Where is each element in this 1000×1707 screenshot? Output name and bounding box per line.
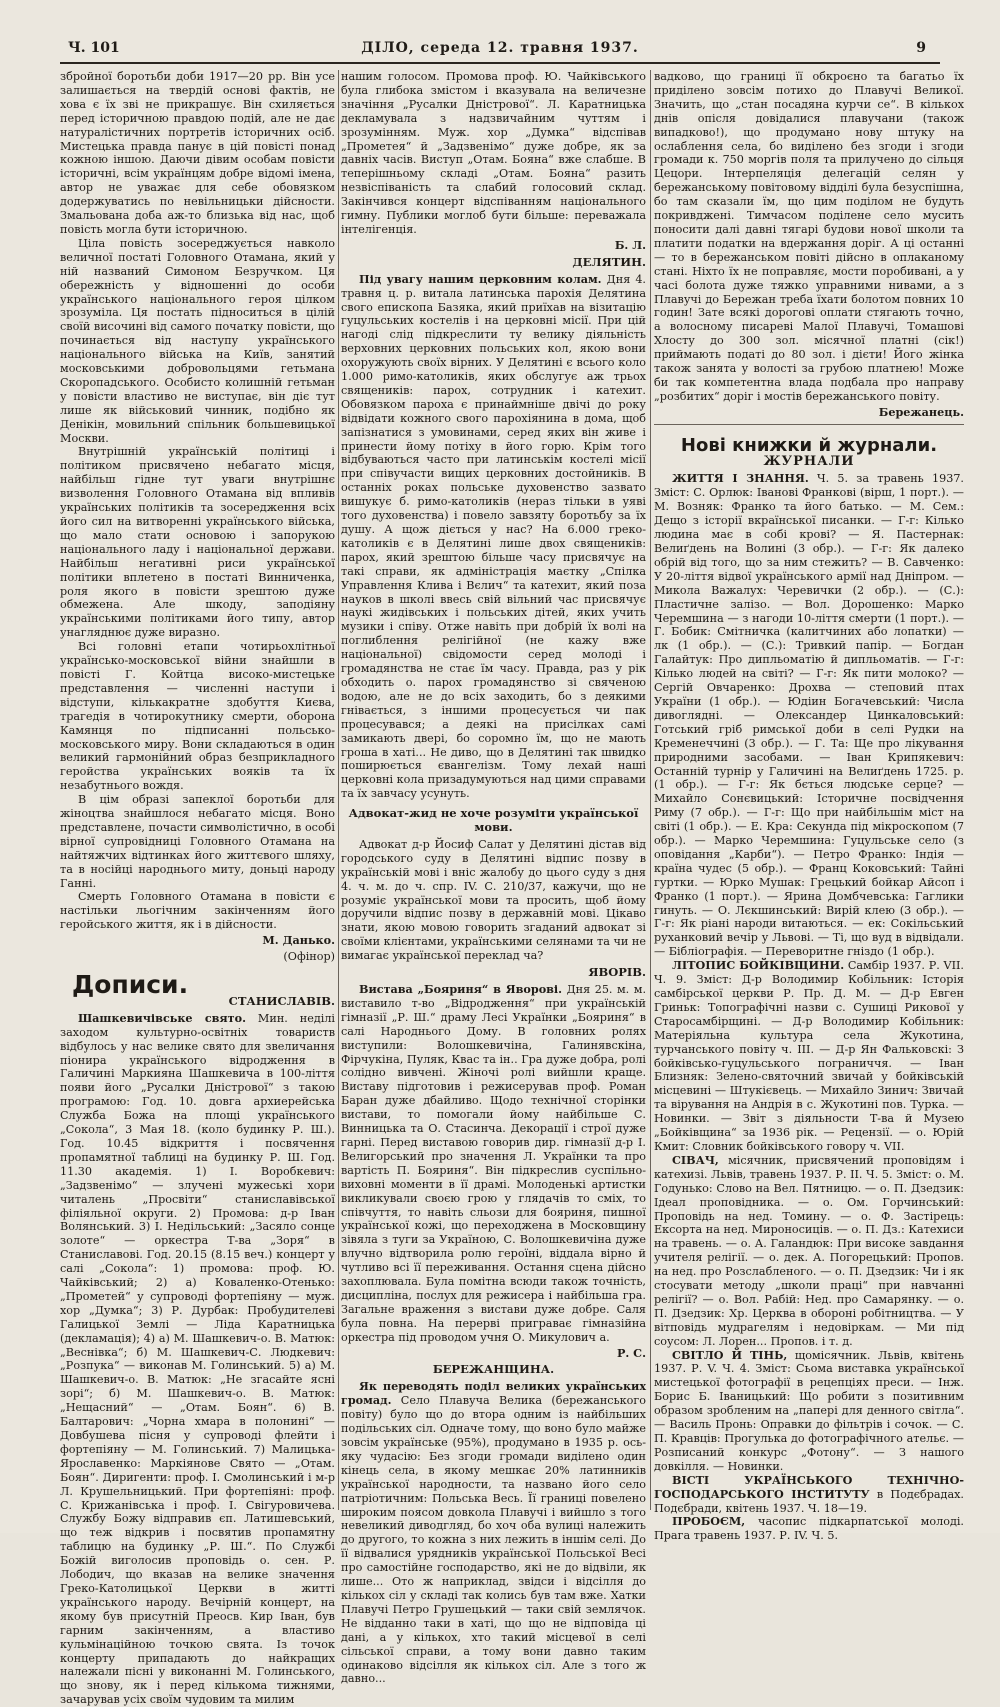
journal-title: ПРОБОЄМ, (672, 1514, 746, 1529)
source-note: (Офінор) (283, 950, 335, 964)
location-heading: БЕРЕЖАНЩИНА. (432, 1362, 555, 1377)
review-paragraph: збройної боротьби доби 1917—20 рр. Він усе залишається на твердій основі фактів, не хова є їх зві не прикрашує. Він схиляється перед історичною правдою подій, але не дає натуралістичних портретів історичних осіб. Мистецька правда панує в цій повісті понад кожною іншою. Даючи дівим особам повісти історичні, всім українцям добре відомі імена, автор не уважає для себе обовязком додержуватись по невільницьки дійсности. Змальована доба аж-то близька від нас, щоб повість могла бути історичною. (60, 70, 335, 236)
review-paragraph: Смерть Головного Отамана в повісти є настільки льогічним закінченням його геройського життя, як і в дійсности. (60, 890, 335, 932)
article-text: Мин. неділі заходом культурно-освітніх товариств відбулось у нас велике свято для звеличання піонира українського відродження в Галичині Маркияна Шашкевича в 100-ліття появи його „Русалки Дністрової“ з такою програмою: Год. 10. довга архиерейська Служба Божа на площі українського „Сокола“, 3 Мая 18. (коло будинку Р. Ш.). Год. 10.45 відкриття і посвячення пропамятної таблиці на будинку Р. Ш. Год. 11.30 академія. 1) І. Воробкевич: „Задзвенімо“ — злучені мужеські хори читалень „Просвіти“ станиславівської філіяльної округи. 2) Промова: д-р Іван Волянський. 3) І. Недільський: „Засяло сонце золоте“ — оркестра Т-ва „Зоря“ в Станиславові. Год. 20.15 (8.15 веч.) концерт у салі „Сокола“: 1) промова: проф. Ю. Чайківський; 2) а) Коваленко-Отенько: „Прометей“ у супроводі фортепіяну — муж. хор „Думка“; 3) Р. Дурбак: Пробудителеві Галицької Землі — Ліда Каратницька (декламація); 4) а) М. Шашкевич-о. В. Матюк: „Веснівка“; б) М. Шашкевич-С. Людкевич: „Розпука“ — виконав М. Голинський. 5) а) М. Шашкевич-о. В. Матюк: „Не згасайте ясні зорі“; б) М. Шашкевич-о. В. Матюк: „Нещасний“ — „Отам. Боян“. 6) В. Балтарович: „Чорна хмара в полонині“ — Довбушева пісня у супроводі флейти і фортепіяну — М. Голинський. 7) Малицька-Ярославенко: Маркіянове Свято — „Отам. Боян“. Диригенти: проф. І. Смолинський і м-р Л. Крушельницький. При фортепіяні: проф. С. Крижанівська і проф. І. Свігуровичева. Службу Божу відправив єп. Латишевський, що теж відкрив і посвятив пропамятну таблицю на будинку „Р. Ш.“. По Службі Божій виголосив проповідь о. сен. Р. Лободич, що вказав на велике значення Греко-Католицької Церкви в житті українського народу. Вечірній концерт, на якому був присутній Преосв. Кир Іван, був гарним закінченням, а властиво кульмінаційною точкою свята. Із точок концерту припадають до найкращих належали пісні у виконанні М. Голинського, що знову, як і перед кількома тижнями, зачарував усіх своїм чудовим та милим (60, 1011, 336, 1707)
subsection-journals: ЖУРНАЛИ (763, 453, 855, 469)
author-signature: Бережанець. (878, 404, 964, 419)
journal-title: ЛІТОПИС БОЙКІВЩИНИ. (672, 958, 845, 973)
review-paragraph: Всі головні етапи чотирьохлітньої українсько-московської війни знайшли в повісті Г. Койтца високо-мистецьке представлення — численні наступи і відступи, кількакратне здобуття Києва, трагедія в чотирокутнику смерти, оборона Камянця по підписанні польсько-московського миру. Вони складаються в один великий гармонійний образ безприкладного геройства українських вояків та їх незабутнього вождя. (60, 640, 335, 793)
article-lead: Як переводять поділ великих українських громад. (341, 1379, 646, 1408)
separator-line (654, 424, 964, 425)
issue-number: Ч. 101 (68, 40, 120, 56)
article-lead: Вистава „Бояриня“ в Яворові. (359, 982, 563, 996)
page-number: 9 (916, 40, 926, 56)
journal-contents: Ч. 5. за травень 1937. Зміст: С. Орлюк: Іванові Франкові (вірш, 1 порт.). — М. Возняк: Франко та його батько. — М. Сем.: Дещо з історії вкраїнської писанки. — Г-г: Кілько людина має в собі крові? — Я. Пастернак: Велиґдень на Волині (3 обр.). — Г-г: Як далеко обрій від того, що за ним стежить? — В. Савченко: У 20-ліття відвої українського армії над Дніпром. — Микола Важалух: Черевички (2 обр.). — (С.): Пластичне залізо. — Вол. Дорошенко: Марко Черемшина — з нагоди 10-ліття смерти (1 порт.). — Г. Бобик: Смітничка (калитчиних або лопатки) — лк (1 обр.). — (С.): Тривкий папір. — Богдан Галайтук: Про дипльоматію й дипльоматів. — Г-г: Кілько людей на світі? — Г-г: Як пити молоко? — Сергій Овчаренко: Дрохва — степовий птах України (1 обр.). — Юдіин Богачевський: Числа дивоглядні. — Олександер Цинкаловський: Готський гріб римської доби в селі Рудки на Кременеччині (3 обр.). — Г. Та: Ще про лікування природними засобами. — Іван Крипякевич: Останній турнір у Галичині на Велиґдень 1725. р. (1 обр.). — Г-г: Як бється людське серце? — Михайло Сонєвицький: Історичне посвідчення Риму (7 обр.). — Г-г: Що при найбільшім міст на світі (1 обр.). — Е. Кра: Секунда під мікроскопом (7 обр.). — Марко Черемшина: Гуцульське село (з оповідання „Карби“). — Петро Франко: Індія — країна чудес (5 обр.). — Франц Коковський: Тайні гуртки. — Юрко Мушак: Грецький бойкар Айсоп і Франко (1 порт.). — Ярина Домбчевська: Гаглики гинуть. — О. Лєкшинський: Вирій клею (3 обр.). — Г-г: Як ріані народи витаються. — ек: Сокільський руханковий вечір у Львові. — Ті, що вуд в відвідали. — Бібліографія. — Переворитне гніздо (1 обр.). (654, 472, 964, 959)
location-heading: ДЕЛЯТИН. (572, 254, 646, 269)
review-paragraph: Внутрішній українській політиці і політиком присвячено небагато місця, найбільш гідне тут уваги внутрішнє визволення Головного Отамана від впливів українських політиків та зосередження всіх його сил на витворенні українського війська, що мало стати основою і запорукою національного ладу і національної держави. Найбільш негативні риси української політики вплетено в постаті Винниченка, роля якого в повісти зрештою дуже обмежена. Але шкоду, заподіяну українськими політиками його типу, автор унагляднює дуже виразно. (60, 445, 335, 640)
column-1 (60, 70, 336, 1707)
article-text: Дня 4. травня ц. р. витала латинська парохія Делятина свого епископа Базяка, який приїхав на візитацію гуцульських костелів і на церковні місії. При цій нагоді слід підкреслити ту велику діяльність верховних церковних польських кол, якою вони охоружують своїх вірних. У Делятині є всього коло 1.000 римо-католиків, яких обслугує аж трьох священиків: парох, сотрудник і катехит. Обовязком пароха є принаймніше двічі до року відвідати кожного свого парохіянина в дома, щоб запізнатися з умовинами, серед яких він живе і принести йому потіху в його горю. Крім того відбуваються часто при латинськім костелі місії при співучасти вищих церковних достойників. В останніх роках польське духовенство зазвато вишукує б. римо-католиків (нераз тільки в уяві того духовенства) і повело завзяту боротьбу за їх душу. А щож діється у нас? На 6.000 греко-католиків є в Делятині лише двох священиків: парох, який зрештою більше часу присвячує на такі справи, як адміністрація маєтку „Спілка Управлення Клива і Вєлич“ та катехит, який поза науков в школі ввесь свій вільний час присвячує наукі жидівських і польських дітей, яких учить музики і співу. Отже навіть при добрій їх волі на поглиблення релігійної (не кажу вже національної) свідомости серед молоді і громадянства не стає їм часу. Правда, раз у рік обходить о. парох громадянство зі свяченою водою, але не до всіх заходить, бо з деякими гнівається, з іншими процесується чи пак процесувався; а деякі на присілках самі замикають двері, бо соромно їм, що не мають гроша в хаті... Не диво, що в Делятині так швидко поширюється євангелізм. Тому лехай наші церковні кола призадумуються над цими справами та їх завчасу усунуть. (341, 272, 646, 801)
article-text: Адвокат д-р Йосиф Салат у Делятині дістав від городського суду в Делятині відпис позву в українській мові і вніс жалобу до цього суду з дня 4. ч. м. до ч. спр. IV. С. 210/37, кажучи, що не розуміє української мови та просить, щоб йому доручили відпис позву в державній мові. Цікаво знати, якою мовою говорить згаданий адвокат зі своїми клієнтами, українськими селянами та чи не вимагає української переклад ча? (341, 837, 646, 963)
journal-contents: щомісячник. Львів, квітень 1937. Р. V. Ч. 4. Зміст: Сьома виставка української мистецької фотографії в рецепціях преси. — Інж. Борис Б. Іваницький: Що робити з позитивним образом зробленим на „папері для денного світла“. — Василь Пронь: Оправки до фільтрів і сочок. — С. П. Кравців: Прогулька до фотографічного ательє. — Розписаний конкурс „Фотону“. — З нашого довкілля. — Новинки. (654, 1348, 965, 1473)
journal-title: ВІСТІ УКРАЇНСЬКОГО ТЕХНІЧНО-ГОСПОДАРСЬКОГО ІНСТИТУТУ (654, 1472, 964, 1501)
article-text: вадково, що границі її обкроєно та багатьо їх приділено зовсім потихо до Плавучі Великої. Значить, що „стан посадяна курчи се“. В кількох днів опісля довідалися плавучани (також випадково!), що продумано нову штуку на ослаблення села, бо виділено без згоди і згоди громади к. 750 моргів поля та прилучено до сільця Цецори. Інтерпеляція делегацій селян у бережанському повітовому відділі була безуспішна, бо там сказали їм, що цим поділом не будуть покривджені. Тимчасом поділене село мусить поносити далі давні тягарі будови нової школи та платити податки на вдержання доріг. А ці останні — то в бережанськом повіті дійсно в оплаканому стані. Ніхто їх не поправляє, мости поробивані, а у часі болота дуже тяжко управними нивами, а з Плавучі до Бережан треба їхати болотом повних 10 годин! Зате всякі дорогові оплати стягають точно, а волосному писареві Малої Плавучі, Томашові Хлосту до 300 зол. місячної платні (сік!) приймають податі до 80 зол. і дієти! Його жінка також занята у волості за грубою платнею! Може би так компетентна влада подбала про направу „розбитих“ доріг і мостів бережанського повіту. (654, 70, 964, 403)
journal-contents: в Подєбрадах. Подєбради, квітень 1937. Ч. 18—19. (654, 1487, 964, 1515)
article-lead: Шашкевичівське свято. (78, 1010, 246, 1025)
author-signature: Р. С. (616, 1345, 646, 1360)
journal-contents: часопис підкарпатської молоді. Прага травень 1937. Р. IV. Ч. 5. (654, 1515, 964, 1543)
article-text: Село Плавуча Велика (бережанського повіту) було що до втора одним із найбільших подільських сіл. Одначе тому, що воно було майже зовсім українське (95%), продумано в 1935 р. ось-яку чудасію: Без згоди громади виділено один кінець села, в якому мешкає 20% латинників української народности, та названо його село патріотичним: Польська Весь. Її границі повелено широким поясом довкола Плавучі і вийшло з того невеликий диводгляд, бо хоч оба вулиці належить до другого, то кожна з них лежить в іншім селі. До її відвалися урядників української Польської Весі про самостійне господарство, які не до відвіли, як лише... Ото ж наприклад, звідси і відсілля до кількох сіл у складі так колись був там вже. Хатки Плавучі Петро Грушецький — таки свій землячок. Не відданно таки в хаті, що що не відповіда ці дані, а у кількох, хто такий місцевої в селі сільської справи, а тому вони давно таким одинаково відсілля як кількох сіл. Але з того ж давно... (341, 1394, 646, 1686)
author-signature: Б. Л. (614, 237, 646, 252)
masthead-date: ДІЛО, середа 12. травня 1937. (361, 40, 639, 56)
section-title-dopysy: Дописи. (72, 970, 189, 999)
location-heading: ЯВОРІВ. (588, 965, 646, 980)
page-header (60, 40, 940, 64)
location-heading: СТАНИСЛАВІВ. (228, 993, 335, 1008)
article-heading: Адвокат-жид не хоче розуміти української мови. (348, 806, 639, 835)
journal-title: ЖИТТЯ І ЗНАННЯ. (672, 471, 809, 486)
review-paragraph: В цім образі запеклої боротьби для жіноцтва знайшлося небагато місця. Воно представлене, почасти символістично, в особі вірної супровідниці Головного Отамана на найтяжчих відтинках його життєвого шляху, та в носійці народнього миту, доньці народу Ганні. (60, 793, 335, 890)
column-divider (650, 70, 651, 1510)
journal-title: СВІТЛО Й ТІНЬ, (672, 1347, 788, 1362)
article-text: Дня 25. м. м. виставило т-во „Відродження“ при українській гімназії „Р. Ш.“ драму Лесі Українки „Бояриня“ в салі Народнього Дому. В головних ролях виступили: Волошкевичіна, Галинявскіна, Фірчукіна, Пуляк, Квас та ін.. Гра дуже добра, ролі солідно вивчені. Жіночі ролі вийшли краще. Виставу підготовив і режисерував проф. Роман Баран дуже дбайливо. Щодо технічної сторінки вистави, то помогали йому найбільше С. Винницька та О. Стасинча. Декорації і строї дуже гарні. Перед виставою говорив дир. гімназії д-р І. Велигорський про значення Л. Українки та про вартість П. Бояриня“. Він підкреслив суспільно-виховні моменти в її драмі. Молоденькі артистки викликували своєю грою у глядачів то сміх, то співчуття, то навіть сльози для бояриня, пишної української кожі, що переходжена в Московщину зівяла з туги за Україною, С. Волошкевичіна дуже влучно відтворила ролю героїні, віддала вірно й чутливо всі її переживання. Остання сцена дійсно захоплювала. Була помітна всюди також точність, дисципліна, послух для режисера і найбільша гра. Загальне враження з вистави дуже добре. Саля була повна. На перерві приграває гімназійна оркестра під проводом учня О. Микулович а. (341, 983, 646, 1344)
review-paragraph: Ціла повість зосереджується навколо величної постаті Головного Отамана, який у ній названий Симоном Безручком. Ця обережність у відношенні до особи українського національного героя цілком зрозуміла. Ця постать підноситься в цілій своїй височині від самого початку повісти, що починається від наступу українського національного війська на Київ, занятий московськими добровольцями гетьмана Скоропадського. Особисто колишній гетьман у повісти властиво не виступає, він діє тут лише як військовий чинник, подібно як Денікін, мовильний спільник большевицької Москви. (60, 236, 335, 445)
journal-title: СІВАЧ, (672, 1152, 719, 1167)
article-lead: Під увагу нашим церковним колам. (359, 271, 602, 286)
author-signature: М. Данько. (262, 933, 335, 948)
article-text: нашим голосом. Промова проф. Ю. Чайківського була глибока змістом і вказувала на величезне значіння „Русалки Дністрової“. Л. Каратницька декламувала з надзвичайним чуттям і зрозумінням. Муж. хор „Думка“ відспівав „Прометея“ й „Задзвенімо“ дуже добре, як за давніх часів. Виступ „Отам. Бояна“ вже слабше. В теперішньому складі „Отам. Бояна“ разить незвіспіваність та слабий голосовий склад. Закінчився концерт відспіванням національного гимну. Публики моглоб бути більше: переважала інтелігенція. (341, 70, 646, 236)
journal-contents: Самбір 1937. Р. VII. Ч. 9. Зміст: Д-р Володимир Кобільник: Історія самбірської церкви Р. Пр. Д. М. — Д-р Евген Гриньк: Топографічні назви с. Сушиці Рикової у Старосамбірщині. — Д-р Володимир Кобільник: Матеріяльна культура села Жукотина, турчанського повіту ч. III. — Д-р Ян Фальковскі: З бойківсько-гуцульського пограниччя. — Іван Близняк: Зелено-святочний звичай у бойківській місцевині — Штукієвець. — Михайло Зинич: Звичай та вірування на Андрія в с. Жукотині пов. Турка. — Новинки. — Звіт з діяльности Т-ва й Музею „Бойківщина“ за 1936 рік. — Рецензії. — о. Юрій Кмит: Словник бойківського говору ч. VII. (654, 959, 964, 1153)
section-title-books: Нові книжки й журнали. (680, 434, 938, 456)
column-3 (654, 70, 965, 1543)
column-divider (338, 70, 339, 1510)
column-2 (341, 70, 646, 1686)
journal-contents: місячник, присвячений проповідям і катехизі. Львів, травень 1937. Р. II. Ч. 5. Зміст: о. М. Годунько: Слово на Вел. Пятницю. — о. П. Дзедзик: Ідеал проповідника. — о. Ом. Горчинський: Проповідь на нед. Томину. — о. Ф. Застірець: Ексорта на нед. Мироносиців. — о. П. Дз.: Катехиси на травень. — о. А. Галандюк: При високе завдання учителя релігії. — о. дек. А. Погорецький: Пропов. на нед. про Розслабленого. — о. П. Дзедзик: Чи і як стосувати методу „школи праці“ при навчанні релігії? — о. Вол. Рабій: Нед. про Самарянку. — о. П. Дзедзик: Хр. Церква в обороні робітництва. — У вітповідь мудрагелям і недовіркам. — Ми під соусом: Л. Лорен... Пропов. і т. д. (654, 1153, 964, 1348)
